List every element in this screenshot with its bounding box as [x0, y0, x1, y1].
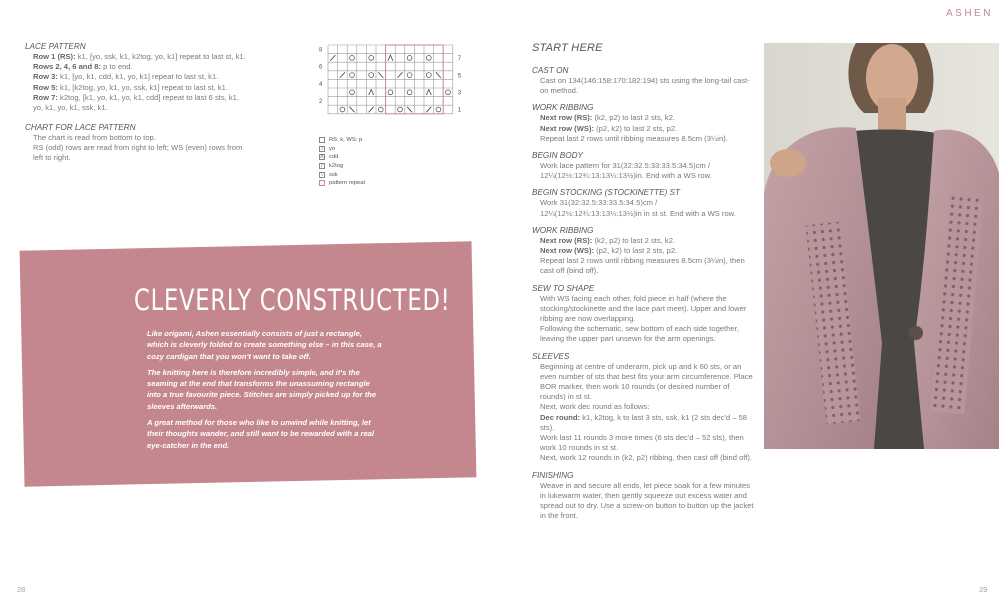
feature-paragraph: Like origami, Ashen essentially consists of just a rectangle, which is cleverly folded to create something else – in this case, a cozy cardigan that you won't want to take off. [147, 329, 382, 361]
chart-symbol-yo [446, 90, 451, 95]
legend-label: cdd [329, 154, 339, 161]
instruction-label: Next row (WS): [540, 123, 594, 133]
legend-label: RS: k, WS: p [329, 137, 363, 144]
cardigan-photo [764, 43, 999, 449]
chart-row-number: 3 [457, 90, 462, 97]
instruction-line [532, 402, 754, 412]
chart-symbol-yo [340, 107, 345, 112]
instruction-section [532, 284, 754, 345]
section-heading: SEW TO SHAPE [532, 283, 595, 293]
chart-symbol-yo [378, 107, 383, 112]
chart-symbol-yo [436, 107, 441, 112]
chart-symbol-cdd [426, 90, 431, 96]
chart-row-number: 5 [457, 73, 462, 80]
legend-symbol [319, 180, 325, 186]
instruction-text: Work last 11 rounds 3 more times (6 sts dec'd – 52 sts), then work 10 rounds in st st. [540, 433, 744, 453]
instructions [532, 66, 754, 529]
lace-row [25, 93, 250, 113]
lace-row [25, 62, 250, 72]
legend-label: pattern repeat [329, 180, 366, 187]
lace-row-label: Rows 2, 4, 6 and 8: [33, 62, 101, 72]
chart-row-number: 4 [319, 81, 323, 88]
lace-row-text: k2tog, [k1, yo, k1, yo, k1, cdd] repeat to last 6 sts, k1, yo, k1, yo, k1, ssk, k1. [33, 92, 239, 113]
legend-label: ssk [329, 171, 338, 178]
section-heading: BEGIN BODY [532, 151, 583, 161]
instruction-label: Next row (RS): [540, 113, 593, 123]
lace-pattern-heading: LACE PATTERN [25, 42, 86, 51]
feature-title: CLEVERLY CONSTRUCTED! [134, 283, 451, 317]
instruction-text: With WS facing each other, fold piece in half (where the stocking/stockinette and the lace part meet). Upper and lower ribbing are now overlapping. [540, 293, 747, 324]
chart-symbol-yo [426, 56, 431, 61]
chart-symbol-ssk [350, 107, 355, 113]
feature-paragraph: A great method for those who like to unwind while knitting, let their thoughts wander, and still want to be rewarded with a real eye-catcher in the end. [147, 418, 375, 450]
chart-symbol-k2tog [398, 72, 403, 78]
instruction-text: (k2, p2) to last 2 sts, k2. [594, 235, 676, 245]
instruction-text: Cast on 134(146:158:170:182:194) sts using the long-tail cast-on method. [540, 76, 750, 96]
instruction-label: Dec round: [540, 412, 581, 422]
chart-symbol-yo [426, 73, 431, 78]
instruction-line [532, 113, 754, 123]
chart-row-number: 7 [457, 56, 462, 63]
section-heading: WORK RIBBING [532, 103, 594, 113]
chart-symbol-yo [350, 90, 355, 95]
page-number-right: 29 [979, 585, 988, 594]
instruction-line [532, 481, 754, 522]
legend-item [319, 136, 365, 145]
instruction-section [532, 226, 754, 277]
lace-row [25, 72, 250, 82]
start-here-heading: START HERE [532, 42, 603, 54]
model-photo-illustration [764, 43, 999, 449]
instruction-text: k1, k2tog, k to last 3 sts, ssk, k1 (2 sts dec'd – 58 sts). [540, 412, 748, 432]
instruction-text: Work lace pattern for 31(32:32.5:33:33.5:34.5)cm / 12¼(12½:12¾:13:13¼:13½)in. End with a WS row. [540, 161, 712, 181]
chart-symbol-yo [407, 73, 412, 78]
legend-label: yo [329, 145, 336, 152]
lace-row-text: k1, [k2tog, yo, k1, yo, ssk, k1] repeat to last st, k1. [60, 82, 229, 92]
instruction-label: Next row (WS): [540, 246, 594, 256]
brand-title: ASHEN [946, 8, 993, 19]
section-heading: CAST ON [532, 66, 569, 75]
section-heading: SLEEVES [532, 351, 570, 361]
instruction-text: Repeat last 2 rows until ribbing measures 8.5cm (3¼in). [540, 133, 728, 143]
instruction-line [532, 453, 754, 463]
legend-symbol: ○ [320, 145, 324, 152]
instruction-line [532, 124, 754, 134]
legend-symbol: \ [319, 172, 325, 178]
instruction-text: Following the schematic, sew bottom of each side together, leaving the upper part unsewn for the arm openings. [540, 324, 739, 344]
instruction-line [532, 134, 754, 144]
lace-row [25, 52, 250, 62]
chart-row-number: 1 [457, 107, 462, 114]
lace-row-text: k1, [yo, ssk, k1, k2tog, yo, k1] repeat to last st, k1. [77, 52, 246, 61]
instruction-line [532, 294, 754, 325]
section-heading: WORK RIBBING [532, 225, 594, 235]
chart-note-line-2: RS (odd) rows are read from right to left; WS (even) rows from left to right. [33, 143, 243, 163]
instruction-line [532, 76, 754, 96]
chart-symbol-yo [388, 90, 393, 95]
instruction-text: Next, work 12 rounds in (k2, p2) ribbing, then cast off (bind off). [540, 453, 753, 463]
legend-item [319, 162, 365, 171]
feature-text [147, 328, 385, 456]
lace-pattern-section [25, 42, 250, 113]
lace-rows [25, 52, 250, 113]
chart-row-number: 2 [319, 99, 323, 106]
instruction-text: (p2, k2) to last 2 sts, p2. [596, 123, 678, 133]
chart-symbol-yo [407, 56, 412, 61]
lace-row [25, 83, 250, 93]
chart-notes-section [25, 123, 250, 164]
chart-note-line-1: The chart is read from bottom to top. [33, 133, 156, 142]
section-heading: FINISHING [532, 470, 574, 480]
instruction-line [532, 324, 754, 344]
instruction-line [532, 246, 754, 256]
instruction-line [532, 362, 754, 403]
instruction-text: Beginning at centre of underarm, pick up and k 60 sts, or an even number of sts that best fits your arm circumference. Place BOR marker, then work 10 rounds (or desired number of rounds) in st st. [540, 361, 753, 402]
instruction-line [532, 413, 754, 433]
instruction-text: (k2, p2) to last 2 sts, k2. [594, 113, 676, 123]
chart-symbol-k2tog [330, 55, 335, 61]
instruction-text: Repeat last 2 rows until ribbing measures 8.5cm (3¼in), then cast off (bind off). [540, 256, 745, 276]
chart-symbol-k2tog [340, 72, 345, 78]
lace-chart [316, 42, 476, 122]
legend-item [319, 179, 365, 188]
lace-row-label: Row 7: [33, 92, 58, 102]
instruction-section [532, 66, 754, 96]
instruction-line [532, 198, 754, 218]
chart-symbol-ssk [407, 107, 412, 113]
instruction-section [532, 103, 754, 144]
chart-symbol-k2tog [369, 107, 374, 113]
instruction-section [532, 471, 754, 522]
instruction-text: Weave in and secure all ends, let piece soak for a few minutes in lukewarm water, then gently squeeze out excess water and spread out to dry. Use a screw-on button to button up the jacket in the front. [540, 480, 754, 521]
chart-symbol-yo [407, 90, 412, 95]
chart-row-number: 8 [319, 47, 323, 54]
feature-paragraph: The knitting here is therefore incredibly simple, and it's the seaming at the end that transforms the unassuming rectangle into a true favourite piece. Stitches are simply picked up for the sleeves afterwards. [147, 367, 377, 411]
chart-symbol-yo [350, 56, 355, 61]
chart-symbol-ssk [378, 72, 383, 78]
chart-notes-heading: CHART FOR LACE PATTERN [25, 123, 136, 132]
lace-row-text: k1, [yo, k1, cdd, k1, yo, k1] repeat to last st, k1. [60, 72, 219, 82]
legend-item [319, 170, 365, 179]
lace-row-label: Row 5: [33, 82, 58, 92]
legend-item [319, 145, 365, 154]
lace-row-label: Row 1 (RS): [33, 52, 76, 61]
lace-row-text: p to end. [103, 62, 133, 72]
instruction-text: Next, work dec round as follows: [540, 402, 650, 412]
chart-symbol-yo [350, 73, 355, 78]
instruction-section [532, 188, 754, 218]
instruction-section [532, 151, 754, 181]
legend-label: k2tog [329, 163, 344, 170]
chart-symbol-cdd [369, 90, 374, 96]
instruction-text: (p2, k2) to last 2 sts, p2. [596, 246, 678, 256]
instruction-text: Work 31(32:32.5:33:33.5:34.5)cm / 12¼(12½:12¾:13:13¼:13½)in in st st. End with a WS row. [540, 198, 736, 218]
instruction-line [532, 433, 754, 453]
instruction-line [532, 161, 754, 181]
legend-symbol: / [319, 163, 325, 169]
chart-symbol-yo [369, 73, 374, 78]
chart-symbol-yo [369, 56, 374, 61]
legend-symbol: Λ [320, 154, 324, 161]
chart-legend [319, 136, 365, 188]
legend-symbol [319, 137, 325, 143]
instruction-section [532, 352, 754, 464]
lace-row-label: Row 3: [33, 72, 58, 82]
section-heading: BEGIN STOCKING (STOCKINETTE) ST [532, 188, 680, 198]
legend-item [319, 153, 365, 162]
chart-symbol-yo [398, 107, 403, 112]
chart-symbol-ssk [436, 72, 441, 78]
chart-row-number: 6 [319, 64, 323, 71]
instruction-label: Next row (RS): [540, 235, 593, 245]
chart-symbol-cdd [388, 55, 393, 61]
page-number-left: 28 [17, 585, 26, 594]
instruction-line [532, 236, 754, 246]
chart-symbol-k2tog [426, 107, 431, 113]
instruction-line [532, 256, 754, 276]
